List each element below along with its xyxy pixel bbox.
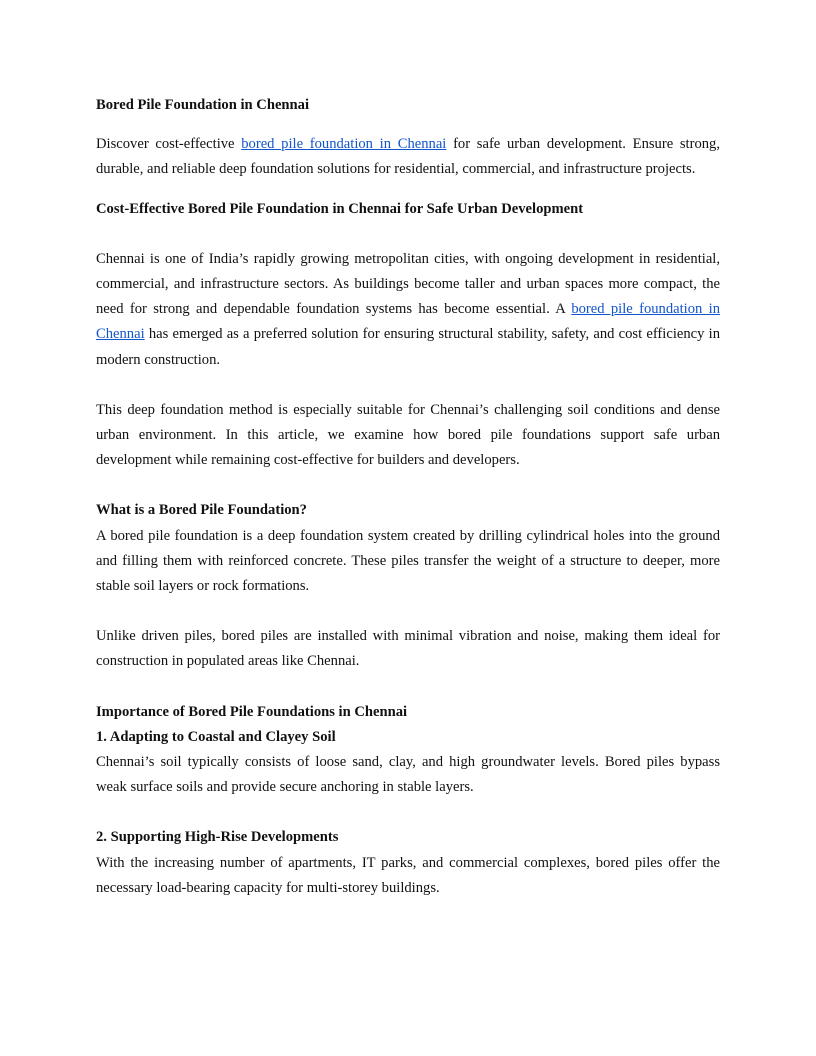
point1-heading: 1. Adapting to Coastal and Clayey Soil — [96, 728, 336, 745]
para1-text-before: Chennai is one of India’s rapidly growing metropolitan cities, with ongoing development in residential, commercial, and infrastructure sectors. As buildings become taller and urban spaces more compact, the need for strong and dependable foundation systems has become essential. A — [96, 250, 720, 318]
point1-paragraph: Chennai’s soil typically consists of loose sand, clay, and high groundwater levels. Bored piles bypass weak surface soils and provide secure anchoring in stable layers. — [96, 754, 720, 796]
what-paragraph: A bored pile foundation is a deep foundation system created by drilling cylindrical holes into the ground and filling them with reinforced concrete. These piles transfer the weight of a structure to deeper, more stable soil layers or rock formations. — [96, 527, 720, 595]
para1-text-after: has emerged as a preferred solution for ensuring structural stability, safety, and cost efficiency in modern construction. — [96, 326, 720, 368]
document-page — [96, 93, 720, 901]
document-title: Bored Pile Foundation in Chennai — [96, 97, 310, 113]
intro-paragraph — [96, 132, 720, 182]
paragraph-2: This deep foundation method is especially suitable for Chennai’s challenging soil conditions and dense urban environment. In this article, we examine how bored pile foundations support safe urban development while remaining cost-effective for builders and developers. — [96, 401, 720, 469]
subtitle-heading: Cost-Effective Bored Pile Foundation in Chennai for Safe Urban Development — [96, 200, 584, 217]
point2-paragraph: With the increasing number of apartments, IT parks, and commercial complexes, bored piles offer the necessary load-bearing capacity for multi-storey buildings. — [96, 854, 720, 896]
paragraph-1 — [96, 247, 720, 373]
unlike-paragraph: Unlike driven piles, bored piles are installed with minimal vibration and noise, making them ideal for construction in populated areas like Chennai. — [96, 628, 720, 670]
importance-heading: Importance of Bored Pile Foundations in Chennai — [96, 703, 408, 720]
intro-link[interactable]: bored pile foundation in Chennai — [241, 136, 447, 153]
point2-heading: 2. Supporting High-Rise Developments — [96, 829, 339, 846]
intro-text-after: for safe urban development. Ensure strong, durable, and reliable deep foundation solutions for residential, commercial, and infrastructure projects. — [96, 136, 721, 178]
what-heading: What is a Bored Pile Foundation? — [96, 502, 307, 519]
intro-text-before: Discover cost-effective — [96, 136, 242, 153]
para1-link[interactable]: bored pile foundation in Chennai — [96, 301, 720, 343]
